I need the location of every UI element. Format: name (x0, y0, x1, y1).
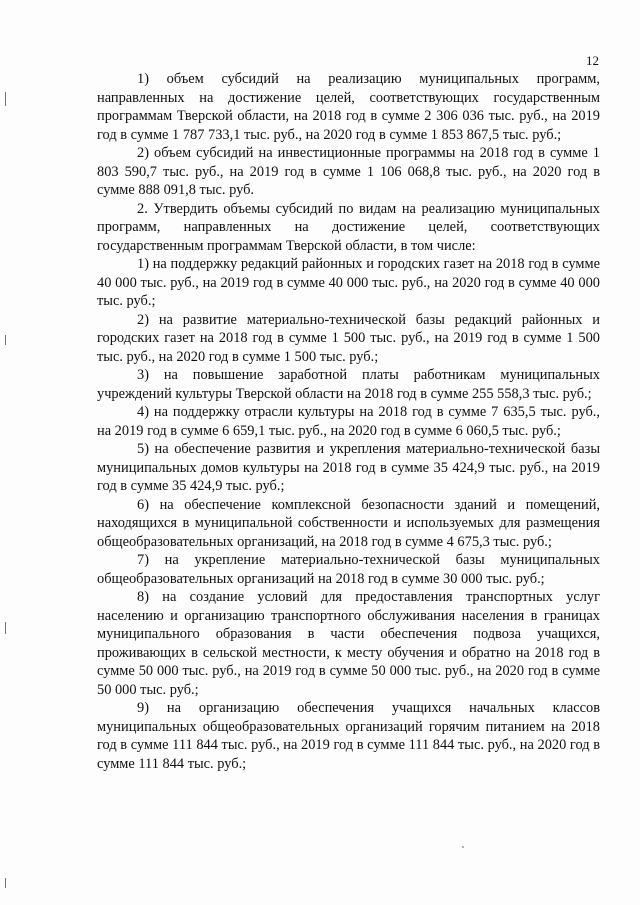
document-body (97, 70, 600, 773)
list-item-newspapers-material-base: 2) на развитие материально-технической базы редакций районных и городских газет на 2018 год в сумме 1 500 тыс. руб., на 2019 год в сумме 1 500 тыс. руб., на 2020 год в сумме 1 500 тыс. руб.; (97, 311, 600, 365)
list-item-culture-houses: 5) на обеспечение развития и укрепления материально-технической базы муниципальных домов культуры на 2018 год в сумме 35 424,9 тыс. руб., на 2019 год в сумме 35 424,9 тыс. руб.; (97, 441, 600, 494)
paragraph-subsidies-investment: 2) объем субсидий на инвестиционные программы на 2018 год в сумме 1 803 590,7 тыс. руб., на 2019 год в сумме 1 106 068,8 тыс. руб., на 2020 год в сумме 888 091,8 тыс. руб. (97, 145, 600, 198)
scan-mark (5, 878, 6, 888)
list-item-culture-support: 4) на поддержку отрасли культуры на 2018 год в сумме 7 635,5 тыс. руб., на 2019 год в сумме 6 659,1 тыс. руб., на 2020 год в сумме 6 060,5 тыс. руб.; (97, 404, 600, 439)
page-number: 12 (586, 53, 599, 68)
scan-speck (462, 846, 464, 848)
paragraph-approve-subsidies: 2. Утвердить объемы субсидий по видам на реализацию муниципальных программ, направленных на достижение целей, соответствующих государственным программам Тверской области, в том числе: (97, 200, 600, 254)
paragraph-subsidies-programs: 1) объем субсидий на реализацию муниципальных программ, направленных на достижение целей, соответствующих государственным программам Тверской области, на 2018 год в сумме 2 306 036 тыс. руб., на 2019 год в сумме 1 787 733,1 тыс. руб., на 2020 год в сумме 1 853 867,5 тыс. руб.; (97, 71, 600, 143)
list-item-school-transport: 8) на создание условий для предоставления транспортных услуг населению и организацию транспортного обслуживания населения в границах муниципального образования в части обеспечения подвоза учащихся, проживающих в сельской местности, к месту обучения и обратно на 2018 год в сумме 50 000 тыс. руб., на 2019 год в сумме 50 000 тыс. руб., на 2020 год в сумме 50 000 тыс. руб.; (97, 589, 600, 698)
list-item-school-meals: 9) на организацию обеспечения учащихся начальных классов муниципальных общеобразовательных организаций горячим питанием на 2018 год в сумме 111 844 тыс. руб., на 2019 год в сумме 111 844 тыс. руб., на 2020 год в сумме 111 844 тыс. руб.; (97, 700, 600, 772)
list-item-newspapers-support: 1) на поддержку редакций районных и городских газет на 2018 год в сумме 40 000 тыс. руб., на 2019 год в сумме 40 000 тыс. руб., на 2020 год в сумме 40 000 тыс. руб.; (97, 256, 600, 309)
list-item-culture-salary: 3) на повышение заработной платы работникам муниципальных учреждений культуры Тверской области на 2018 год в сумме 255 558,3 тыс. руб.; (97, 367, 600, 402)
list-item-school-material-base: 7) на укрепление материально-технической базы муниципальных общеобразовательных организаций на 2018 год в сумме 30 000 тыс. руб.; (97, 552, 600, 587)
scan-mark (5, 622, 6, 634)
scan-mark (5, 335, 6, 345)
list-item-school-safety: 6) на обеспечение комплексной безопасности зданий и помещений, находящихся в муниципальной собственности и используемых для размещения общеобразовательных организаций, на 2018 год в сумме 4 675,3 тыс. руб.; (97, 496, 600, 550)
scan-mark (5, 92, 6, 106)
